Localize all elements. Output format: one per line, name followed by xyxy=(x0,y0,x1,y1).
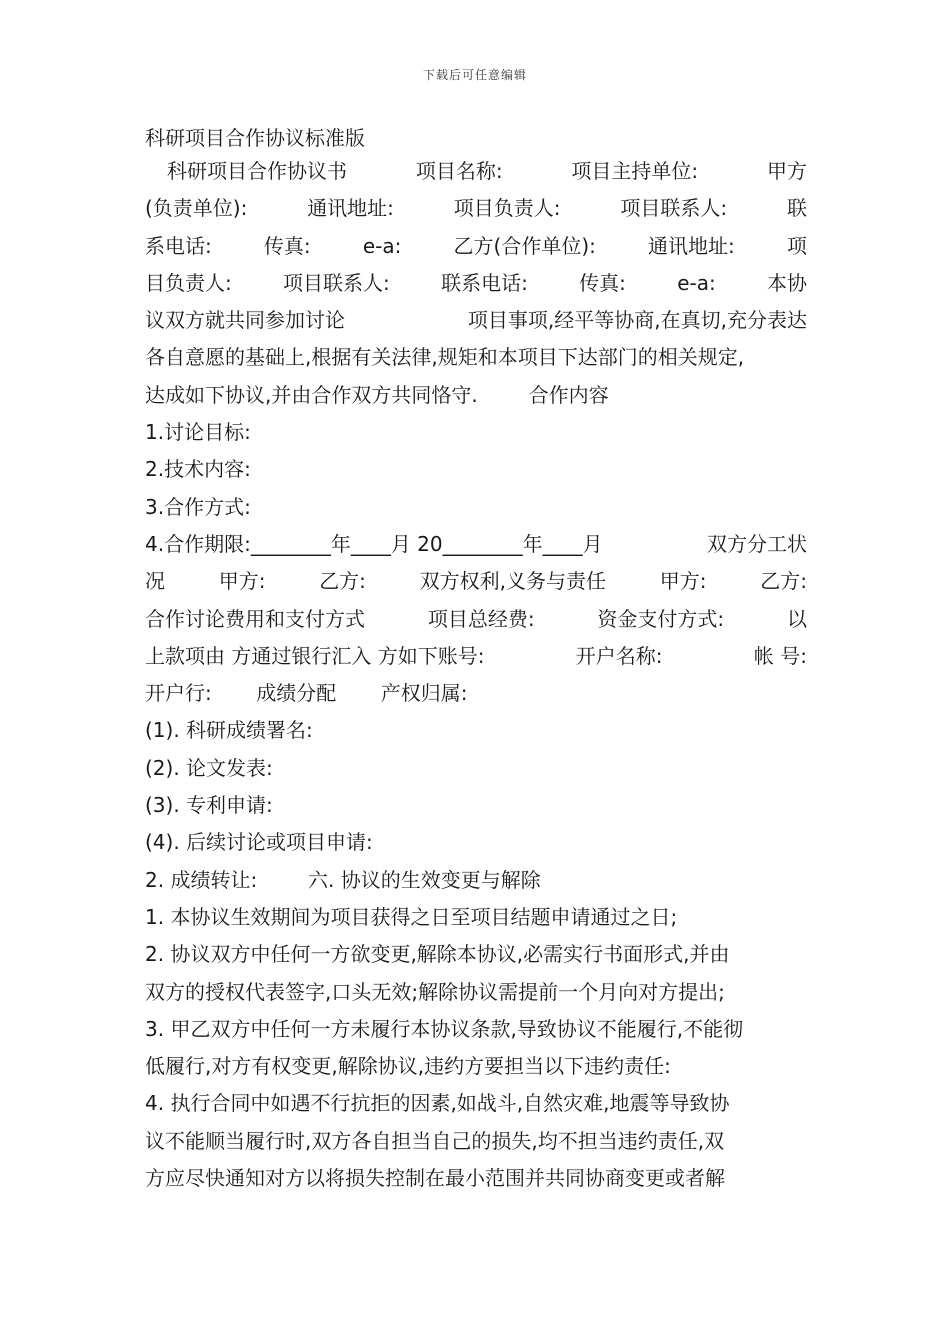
text-segment: 通讯地址: xyxy=(307,196,394,221)
text-line xyxy=(145,1160,807,1197)
text-segment: 各自意愿的基础上,根据有关法律,规矩和本项目下达部门的相关规定, xyxy=(145,345,745,370)
text-segment: 科研项目合作协议书 xyxy=(167,159,347,183)
text-segment: 成绩分配 xyxy=(211,681,337,706)
text-segment: 乙方: xyxy=(319,569,366,594)
text-segment: 双方权利,义务与责任 xyxy=(419,569,607,594)
text-segment: (3). 专利申请: xyxy=(145,793,273,818)
text-segment: 资金支付方式: xyxy=(597,606,725,631)
text-line xyxy=(145,302,807,339)
text-segment: 3.合作方式: xyxy=(145,494,251,519)
text-segment: 达成如下协议,并由合作双方共同恪守. xyxy=(145,382,478,407)
text-segment: 以 xyxy=(786,606,807,631)
text-segment: 2. 协议双方中任何一方欲变更,解除本协议,必需实行书面形式,并由 xyxy=(145,942,730,967)
text-line xyxy=(145,601,807,638)
text-segment: 开户名称: xyxy=(575,643,663,668)
text-segment: 3. 甲乙双方中任何一方未履行本协议条款,导致协议不能履行,不能彻 xyxy=(145,1016,744,1041)
text-line xyxy=(145,899,807,936)
document-body xyxy=(145,153,807,1197)
text-line xyxy=(145,936,807,973)
text-line xyxy=(145,862,807,899)
text-line xyxy=(145,153,807,190)
text-segment: e-a: xyxy=(677,270,716,295)
text-line xyxy=(145,974,807,1011)
text-segment: 项 xyxy=(786,233,807,258)
text-segment: (2). 论文发表: xyxy=(145,755,273,780)
text-line xyxy=(145,228,807,265)
text-line xyxy=(145,489,807,526)
text-line xyxy=(145,750,807,787)
text-segment: 上款项由 方通过银行汇入 方如下账号: xyxy=(145,643,485,668)
text-line xyxy=(145,265,807,302)
text-segment: 甲方: xyxy=(218,569,266,594)
text-line xyxy=(145,1123,807,1160)
text-segment: 通讯地址: xyxy=(648,233,735,258)
text-segment: 甲方 xyxy=(766,159,807,183)
text-segment: 项目主持单位: xyxy=(571,159,699,183)
text-segment: 传真: xyxy=(579,270,626,295)
text-segment: 4.合作期限:________年____月 20________年____月 xyxy=(145,531,603,556)
text-segment: 1. 本协议生效期间为项目获得之日至项目结题申请通过之日; xyxy=(145,904,678,929)
text-segment: 联 xyxy=(786,196,807,221)
text-segment: 项目联系人: xyxy=(620,196,728,221)
text-segment: e-a: xyxy=(362,233,402,258)
text-segment: (1). 科研成绩署名: xyxy=(145,718,313,743)
document-title: 科研项目合作协议标准版 xyxy=(145,126,365,150)
text-segment: 合作内容 xyxy=(477,382,609,407)
text-segment: (4). 后续讨论或项目申请: xyxy=(145,830,373,855)
text-segment: 项目联系人: xyxy=(283,270,390,295)
text-segment: 甲方: xyxy=(659,569,707,594)
text-segment: 六. 协议的生效变更与解除 xyxy=(257,867,541,892)
text-segment: 产权归属: xyxy=(336,681,468,706)
text-line xyxy=(145,787,807,824)
text-line xyxy=(145,638,807,675)
text-line xyxy=(145,377,807,414)
text-segment: 双方的授权代表签字,口头无效;解除协议需提前一个月向对方提出; xyxy=(145,979,725,1004)
text-line xyxy=(145,675,807,712)
text-line xyxy=(145,563,807,600)
text-segment: 况 xyxy=(145,569,165,594)
text-line xyxy=(145,190,807,227)
text-segment: 系电话: xyxy=(145,233,212,258)
text-segment: 2.技术内容: xyxy=(145,457,251,482)
text-segment: 项目负责人: xyxy=(453,196,561,221)
text-segment: 双方分工状 xyxy=(707,531,807,556)
text-line xyxy=(145,1085,807,1122)
text-segment: 乙方(合作单位): xyxy=(453,233,596,258)
text-segment: 项目名称: xyxy=(415,159,503,183)
text-segment: 议不能顺当履行时,双方各自担当自己的损失,均不担当违约责任,双 xyxy=(145,1128,725,1153)
text-line xyxy=(145,451,807,488)
text-line xyxy=(145,526,807,563)
text-segment: 传真: xyxy=(263,233,311,258)
text-segment: 本协 xyxy=(767,270,807,295)
text-segment: 目负责人: xyxy=(145,270,232,295)
text-segment: 议双方就共同参加讨论 xyxy=(145,308,345,333)
text-segment: 合作讨论费用和支付方式 xyxy=(145,606,365,631)
text-line xyxy=(145,1011,807,1048)
text-segment: 乙方: xyxy=(760,569,807,594)
text-segment: 1.讨论目标: xyxy=(145,420,251,445)
text-segment: 低履行,对方有权变更,解除协议,违约方要担当以下违约责任: xyxy=(145,1054,671,1079)
text-segment: 4. 执行合同中如遇不行抗拒的因素,如战斗,自然灾难,地震等导致协 xyxy=(145,1091,730,1116)
text-segment: 项目总经费: xyxy=(427,606,535,631)
text-line xyxy=(145,824,807,861)
text-segment: 联系电话: xyxy=(441,270,528,295)
text-segment: 帐 号: xyxy=(753,643,807,668)
text-line xyxy=(145,1048,807,1085)
text-segment: 方应尽快通知对方以将损失控制在最小范围并共同协商变更或者解 xyxy=(145,1166,725,1191)
text-line xyxy=(145,414,807,451)
text-line xyxy=(145,339,807,376)
text-segment: 开户行: xyxy=(145,681,212,706)
text-segment: 项目事项,经平等协商,在真切,充分表达 xyxy=(467,308,807,333)
text-segment: (负责单位): xyxy=(145,196,248,221)
text-segment: 2. 成绩转让: xyxy=(145,867,258,892)
header-note: 下载后可任意编辑 xyxy=(422,68,527,82)
text-line xyxy=(145,712,807,749)
